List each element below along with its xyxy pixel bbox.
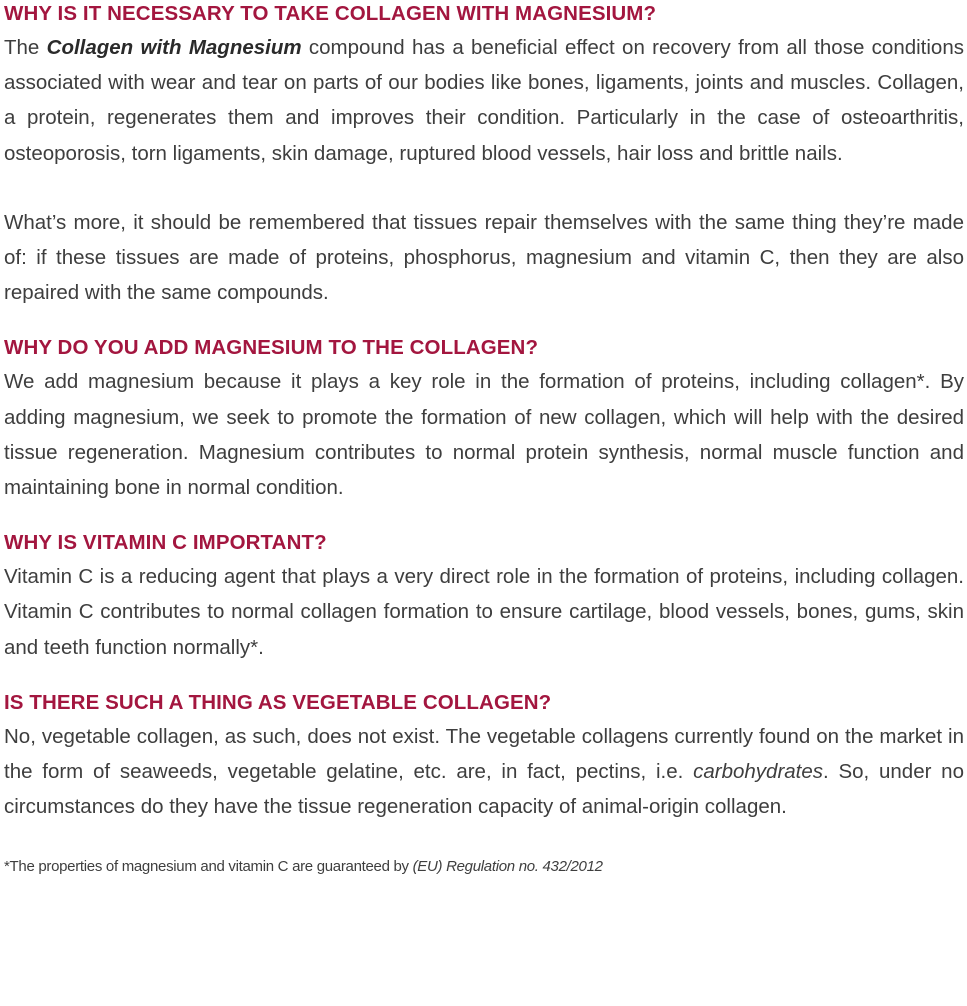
heading-why-vitamin-c: WHY IS VITAMIN C IMPORTANT? [4,531,327,555]
heading-why-add-magnesium: WHY DO YOU ADD MAGNESIUM TO THE COLLAGEN? [4,336,539,360]
carbohydrates-emphasis: carbohydrates [693,760,824,784]
paragraph-vitamin-c-role: Vitamin C is a reducing agent that plays a very direct role in the formation of proteins, including collagen. Vitamin C contributes to normal collagen formation to ensure cartilage, blood vessels, bones, gums, skin and teeth function normally*. [4,565,964,659]
text-segment: compound has a beneficial effect on recovery from all those conditions associated with wear and tear on parts of our bodies like bones, ligaments, joints and muscles. Collagen, a protein, regenerates them and improves their condition. Particularly in the case of osteoarthritis, osteoporosis, torn ligaments, skin damage, ruptured blood vessels, hair loss and brittle nails. [4,36,964,165]
paragraph-tissue-repair: What’s more, it should be remembered that tissues repair themselves with the same thing they’re made of: if these tissues are made of proteins, phosphorus, magnesium and vitamin C, then they are also repaired with the same compounds. [4,210,964,305]
product-name-emphasis: Collagen with Magnesium [46,36,302,59]
paragraph-vegetable-collagen [4,719,964,825]
text-segment: . So, under no circumstances do they have the tissue regeneration capacity of animal-origin collagen. [4,760,964,819]
text-segment: The [4,36,47,59]
regulation-reference: (EU) Regulation no. 432/2012 [412,858,603,876]
heading-why-take-collagen-with-magnesium: WHY IS IT NECESSARY TO TAKE COLLAGEN WITH MAGNESIUM? [4,2,657,25]
paragraph-magnesium-role: We add magnesium because it plays a key role in the formation of proteins, including collagen*. By adding magnesium, we seek to promote the formation of new collagen, which will help with the desired tissue regeneration. Magnesium contributes to normal protein synthesis, normal muscle function and maintaining bone in normal condition. [4,370,964,500]
footnote [4,857,964,877]
paragraph-collagen-benefits [4,30,964,171]
text-segment: No, vegetable collagen, as such, does not exist. The vegetable collagens currently found on the market in the form of seaweeds, vegetable gelatine, etc. are, in fact, pectins, i.e. [4,724,964,784]
footnote-text: *The properties of magnesium and vitamin C are guaranteed by [4,858,413,876]
heading-vegetable-collagen: IS THERE SUCH A THING AS VEGETABLE COLLAGEN? [4,690,552,714]
